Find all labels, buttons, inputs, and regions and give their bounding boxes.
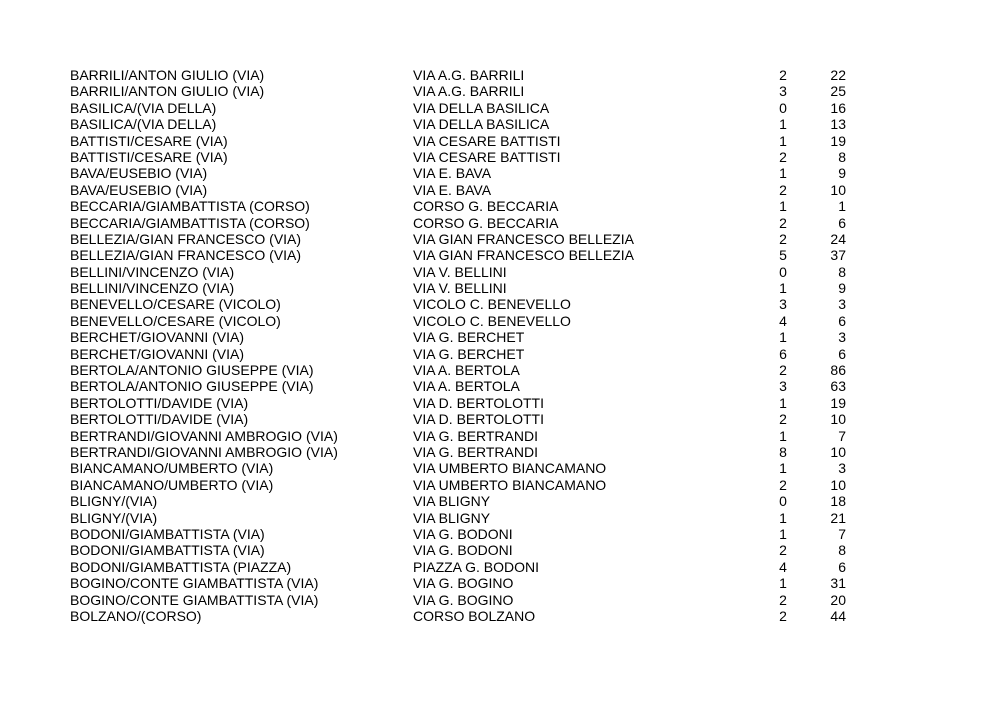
table-row bbox=[70, 280, 850, 296]
street-display-name: VIA D. BERTOLOTTI bbox=[413, 411, 544, 428]
street-index-name: BARRILI/ANTON GIULIO (VIA) bbox=[70, 83, 265, 100]
street-index-name: BASILICA/(VIA DELLA) bbox=[70, 116, 217, 133]
table-row bbox=[70, 411, 850, 427]
street-display-name: VIA GIAN FRANCESCO BELLEZIA bbox=[413, 230, 634, 247]
street-display-name: VIA G. BERCHET bbox=[413, 329, 525, 346]
number-col-2: 10 bbox=[830, 476, 846, 493]
number-col-2: 1 bbox=[838, 198, 846, 215]
number-col-1: 1 bbox=[779, 460, 787, 477]
number-col-1: 1 bbox=[779, 427, 787, 444]
number-col-1: 2 bbox=[779, 607, 787, 624]
number-col-2: 8 bbox=[838, 263, 846, 280]
number-col-2: 22 bbox=[830, 67, 846, 83]
street-display-name: VIA A.G. BARRILI bbox=[413, 67, 525, 83]
number-col-1: 2 bbox=[779, 476, 787, 493]
street-display-name: CORSO BOLZANO bbox=[413, 607, 536, 624]
number-col-1: 2 bbox=[779, 591, 787, 608]
street-index-name: BATTISTI/CESARE (VIA) bbox=[70, 148, 228, 165]
table-row bbox=[70, 592, 850, 608]
number-col-2: 44 bbox=[830, 607, 846, 624]
street-index-name: BERTRANDI/GIOVANNI AMBROGIO (VIA) bbox=[70, 427, 338, 444]
street-index-name: BODONI/GIAMBATTISTA (VIA) bbox=[70, 525, 265, 542]
street-display-name: VIA BLIGNY bbox=[413, 493, 491, 510]
street-index-name: BLIGNY/(VIA) bbox=[70, 509, 158, 526]
number-col-1: 2 bbox=[779, 181, 787, 198]
street-index-name: BENEVELLO/CESARE (VICOLO) bbox=[70, 312, 281, 329]
street-index-name: BASILICA/(VIA DELLA) bbox=[70, 99, 217, 116]
number-col-1: 0 bbox=[779, 99, 787, 116]
number-col-1: 1 bbox=[779, 394, 787, 411]
street-display-name: VIA E. BAVA bbox=[413, 165, 492, 182]
number-col-2: 13 bbox=[830, 116, 846, 133]
street-index-name: BERCHET/GIOVANNI (VIA) bbox=[70, 345, 244, 362]
number-col-2: 6 bbox=[838, 558, 846, 575]
street-index-name: BELLINI/VINCENZO (VIA) bbox=[70, 263, 235, 280]
number-col-2: 7 bbox=[838, 427, 846, 444]
street-display-name: VIA CESARE BATTISTI bbox=[413, 132, 561, 149]
number-col-1: 6 bbox=[779, 345, 787, 362]
street-index-name: BOGINO/CONTE GIAMBATTISTA (VIA) bbox=[70, 591, 319, 608]
street-display-name: VIA CESARE BATTISTI bbox=[413, 148, 561, 165]
street-display-name: VIA DELLA BASILICA bbox=[413, 116, 550, 133]
street-display-name: VIA G. BERCHET bbox=[413, 345, 525, 362]
street-display-name: VIA V. BELLINI bbox=[413, 263, 507, 280]
number-col-1: 4 bbox=[779, 312, 787, 329]
number-col-1: 1 bbox=[779, 132, 787, 149]
number-col-2: 63 bbox=[830, 378, 846, 395]
street-display-name: VIA G. BERTRANDI bbox=[413, 427, 538, 444]
table-row bbox=[70, 477, 850, 493]
number-col-1: 2 bbox=[779, 230, 787, 247]
number-col-2: 21 bbox=[830, 509, 846, 526]
number-col-1: 2 bbox=[779, 362, 787, 379]
number-col-1: 2 bbox=[779, 148, 787, 165]
number-col-1: 2 bbox=[779, 67, 787, 83]
table-row bbox=[70, 116, 850, 132]
street-index-name: BERTOLA/ANTONIO GIUSEPPE (VIA) bbox=[70, 362, 314, 379]
number-col-1: 5 bbox=[779, 247, 787, 264]
number-col-2: 3 bbox=[838, 329, 846, 346]
number-col-2: 20 bbox=[830, 591, 846, 608]
street-table bbox=[70, 67, 850, 624]
table-row bbox=[70, 83, 850, 99]
street-display-name: VICOLO C. BENEVELLO bbox=[413, 296, 571, 313]
street-display-name: VIA E. BAVA bbox=[413, 181, 492, 198]
number-col-2: 9 bbox=[838, 165, 846, 182]
number-col-2: 6 bbox=[838, 312, 846, 329]
street-index-name: BIANCAMANO/UMBERTO (VIA) bbox=[70, 460, 274, 477]
street-display-name: VIA V. BELLINI bbox=[413, 280, 507, 297]
number-col-1: 3 bbox=[779, 83, 787, 100]
street-display-name: CORSO G. BECCARIA bbox=[413, 198, 559, 215]
number-col-2: 6 bbox=[838, 345, 846, 362]
street-index-name: BERTRANDI/GIOVANNI AMBROGIO (VIA) bbox=[70, 443, 338, 460]
table-row bbox=[70, 428, 850, 444]
street-display-name: VIA A. BERTOLA bbox=[413, 362, 520, 379]
street-display-name: VIA A. BERTOLA bbox=[413, 378, 520, 395]
street-display-name: VICOLO C. BENEVELLO bbox=[413, 312, 571, 329]
table-row bbox=[70, 264, 850, 280]
street-index-name: BELLINI/VINCENZO (VIA) bbox=[70, 280, 235, 297]
table-row bbox=[70, 346, 850, 362]
street-display-name: VIA G. BODONI bbox=[413, 525, 513, 542]
table-row bbox=[70, 329, 850, 345]
street-index-name: BODONI/GIAMBATTISTA (VIA) bbox=[70, 542, 265, 559]
table-row bbox=[70, 493, 850, 509]
street-display-name: VIA G. BERTRANDI bbox=[413, 443, 538, 460]
number-col-2: 86 bbox=[830, 362, 846, 379]
number-col-2: 10 bbox=[830, 181, 846, 198]
table-row bbox=[70, 215, 850, 231]
street-display-name: PIAZZA G. BODONI bbox=[413, 558, 540, 575]
table-row bbox=[70, 247, 850, 263]
table-row bbox=[70, 559, 850, 575]
number-col-2: 3 bbox=[838, 296, 846, 313]
street-index-name: BELLEZIA/GIAN FRANCESCO (VIA) bbox=[70, 230, 302, 247]
number-col-1: 1 bbox=[779, 329, 787, 346]
street-display-name: VIA BLIGNY bbox=[413, 509, 491, 526]
table-row bbox=[70, 510, 850, 526]
number-col-2: 16 bbox=[830, 99, 846, 116]
number-col-1: 3 bbox=[779, 378, 787, 395]
number-col-1: 8 bbox=[779, 443, 787, 460]
street-display-name: VIA DELLA BASILICA bbox=[413, 99, 550, 116]
street-display-name: VIA G. BOGINO bbox=[413, 575, 514, 592]
street-index-name: BECCARIA/GIAMBATTISTA (CORSO) bbox=[70, 198, 310, 215]
table-row bbox=[70, 231, 850, 247]
street-display-name: VIA UMBERTO BIANCAMANO bbox=[413, 460, 607, 477]
street-display-name: VIA D. BERTOLOTTI bbox=[413, 394, 544, 411]
number-col-1: 0 bbox=[779, 263, 787, 280]
number-col-2: 24 bbox=[830, 230, 846, 247]
street-index-name: BAVA/EUSEBIO (VIA) bbox=[70, 181, 208, 198]
street-index-name: BECCARIA/GIAMBATTISTA (CORSO) bbox=[70, 214, 310, 231]
table-row bbox=[70, 182, 850, 198]
number-col-1: 2 bbox=[779, 411, 787, 428]
table-row bbox=[70, 460, 850, 476]
table-row bbox=[70, 378, 850, 394]
number-col-2: 18 bbox=[830, 493, 846, 510]
street-display-name: VIA UMBERTO BIANCAMANO bbox=[413, 476, 607, 493]
number-col-2: 7 bbox=[838, 525, 846, 542]
table-row bbox=[70, 608, 850, 624]
number-col-1: 4 bbox=[779, 558, 787, 575]
number-col-1: 0 bbox=[779, 493, 787, 510]
table-row bbox=[70, 100, 850, 116]
number-col-2: 19 bbox=[830, 394, 846, 411]
number-col-1: 1 bbox=[779, 116, 787, 133]
number-col-1: 1 bbox=[779, 575, 787, 592]
street-display-name: CORSO G. BECCARIA bbox=[413, 214, 559, 231]
table-row bbox=[70, 542, 850, 558]
number-col-2: 8 bbox=[838, 148, 846, 165]
street-display-name: VIA GIAN FRANCESCO BELLEZIA bbox=[413, 247, 634, 264]
street-index-name: BARRILI/ANTON GIULIO (VIA) bbox=[70, 67, 265, 83]
table-row bbox=[70, 67, 850, 83]
table-row bbox=[70, 575, 850, 591]
number-col-2: 37 bbox=[830, 247, 846, 264]
street-display-name: VIA G. BODONI bbox=[413, 542, 513, 559]
number-col-1: 1 bbox=[779, 280, 787, 297]
street-index-name: BOGINO/CONTE GIAMBATTISTA (VIA) bbox=[70, 575, 319, 592]
number-col-2: 10 bbox=[830, 411, 846, 428]
street-index-name: BERTOLA/ANTONIO GIUSEPPE (VIA) bbox=[70, 378, 314, 395]
street-index-name: BENEVELLO/CESARE (VICOLO) bbox=[70, 296, 281, 313]
number-col-1: 1 bbox=[779, 198, 787, 215]
street-display-name: VIA G. BOGINO bbox=[413, 591, 514, 608]
table-row bbox=[70, 133, 850, 149]
number-col-1: 3 bbox=[779, 296, 787, 313]
street-display-name: VIA A.G. BARRILI bbox=[413, 83, 525, 100]
number-col-1: 1 bbox=[779, 165, 787, 182]
table-row bbox=[70, 362, 850, 378]
street-index-name: BERTOLOTTI/DAVIDE (VIA) bbox=[70, 394, 249, 411]
number-col-2: 3 bbox=[838, 460, 846, 477]
street-index-name: BOLZANO/(CORSO) bbox=[70, 607, 202, 624]
number-col-2: 8 bbox=[838, 542, 846, 559]
number-col-2: 19 bbox=[830, 132, 846, 149]
street-index-name: BATTISTI/CESARE (VIA) bbox=[70, 132, 228, 149]
street-index-name: BERTOLOTTI/DAVIDE (VIA) bbox=[70, 411, 249, 428]
table-row bbox=[70, 165, 850, 181]
number-col-2: 10 bbox=[830, 443, 846, 460]
number-col-2: 6 bbox=[838, 214, 846, 231]
number-col-1: 1 bbox=[779, 509, 787, 526]
street-index-name: BELLEZIA/GIAN FRANCESCO (VIA) bbox=[70, 247, 302, 264]
table-row bbox=[70, 149, 850, 165]
table-row bbox=[70, 526, 850, 542]
number-col-1: 2 bbox=[779, 542, 787, 559]
number-col-2: 9 bbox=[838, 280, 846, 297]
table-row bbox=[70, 444, 850, 460]
table-row bbox=[70, 296, 850, 312]
street-index-name: BLIGNY/(VIA) bbox=[70, 493, 158, 510]
table-row bbox=[70, 395, 850, 411]
street-index-name: BERCHET/GIOVANNI (VIA) bbox=[70, 329, 244, 346]
street-index-name: BAVA/EUSEBIO (VIA) bbox=[70, 165, 208, 182]
number-col-2: 31 bbox=[830, 575, 846, 592]
street-index-name: BIANCAMANO/UMBERTO (VIA) bbox=[70, 476, 274, 493]
table-row bbox=[70, 313, 850, 329]
street-index-name: BODONI/GIAMBATTISTA (PIAZZA) bbox=[70, 558, 292, 575]
table-row bbox=[70, 198, 850, 214]
number-col-1: 2 bbox=[779, 214, 787, 231]
number-col-2: 25 bbox=[830, 83, 846, 100]
number-col-1: 1 bbox=[779, 525, 787, 542]
